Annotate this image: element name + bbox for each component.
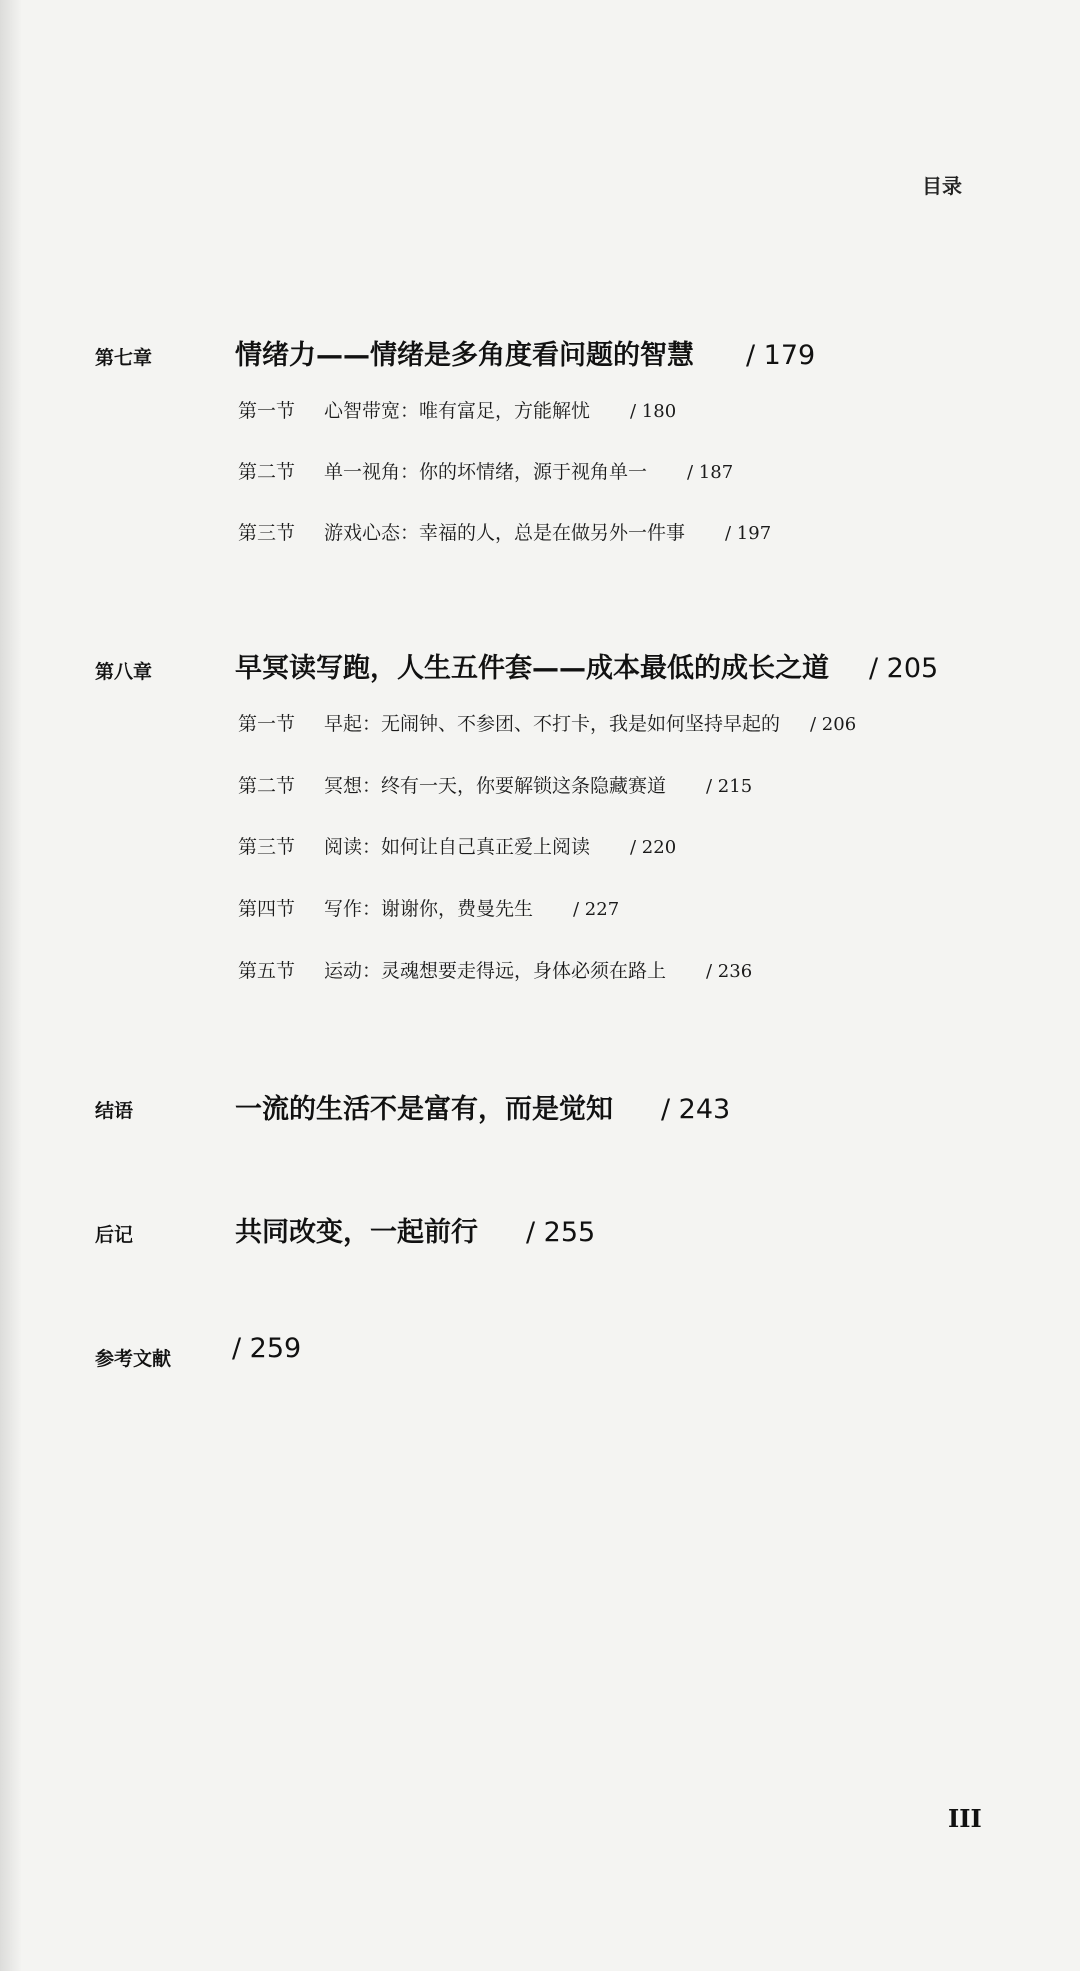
section-7-1-page: / 180 bbox=[630, 401, 677, 422]
afterword-title: 共同改变，一起前行 bbox=[235, 1217, 478, 1248]
section-8-2[interactable] bbox=[238, 771, 752, 798]
chapter-7-entry[interactable] bbox=[235, 333, 815, 372]
chapter-7-label: 第七章 bbox=[95, 347, 153, 369]
section-8-2-page: / 215 bbox=[706, 776, 753, 797]
section-7-2-page: / 187 bbox=[687, 462, 734, 483]
section-8-5[interactable] bbox=[238, 956, 752, 983]
section-8-3-title: 阅读：如何让自己真正爱上阅读 bbox=[324, 836, 591, 858]
section-8-1-label: 第一节 bbox=[238, 713, 296, 735]
section-8-1-title: 早起：无闹钟、不参团、不打卡，我是如何坚持早起的 bbox=[324, 713, 781, 735]
running-head: 目录 bbox=[922, 174, 962, 198]
section-8-3[interactable] bbox=[238, 832, 676, 859]
chapter-7-page: / 179 bbox=[746, 340, 816, 371]
section-8-3-label: 第三节 bbox=[238, 836, 296, 858]
section-8-2-label: 第二节 bbox=[238, 775, 296, 797]
section-8-4[interactable] bbox=[238, 894, 619, 921]
chapter-8-entry[interactable] bbox=[235, 646, 938, 685]
section-7-3-label: 第三节 bbox=[238, 522, 296, 544]
section-8-2-title: 冥想：终有一天，你要解锁这条隐藏赛道 bbox=[324, 775, 667, 797]
conclusion-entry[interactable] bbox=[235, 1087, 730, 1126]
conclusion-page: / 243 bbox=[661, 1094, 731, 1125]
conclusion-label: 结语 bbox=[95, 1100, 134, 1122]
afterword-page: / 255 bbox=[526, 1217, 596, 1248]
section-7-1-label: 第一节 bbox=[238, 400, 296, 422]
section-7-2-title: 单一视角：你的坏情绪，源于视角单一 bbox=[324, 461, 648, 483]
section-8-3-page: / 220 bbox=[630, 837, 677, 858]
section-7-2-label: 第二节 bbox=[238, 461, 296, 483]
references-label: 参考文献 bbox=[95, 1348, 172, 1370]
section-7-3-page: / 197 bbox=[725, 523, 772, 544]
section-7-1[interactable] bbox=[238, 396, 676, 423]
afterword-label: 后记 bbox=[95, 1224, 134, 1246]
conclusion-title: 一流的生活不是富有，而是觉知 bbox=[235, 1094, 613, 1125]
chapter-8-label: 第八章 bbox=[95, 661, 153, 683]
references-page[interactable]: / 259 bbox=[232, 1333, 302, 1364]
section-8-4-title: 写作：谢谢你，费曼先生 bbox=[324, 898, 534, 920]
section-8-5-title: 运动：灵魂想要走得远，身体必须在路上 bbox=[324, 960, 667, 982]
section-8-1-page: / 206 bbox=[810, 714, 857, 735]
section-8-5-label: 第五节 bbox=[238, 960, 296, 982]
section-7-1-title: 心智带宽：唯有富足，方能解忧 bbox=[324, 400, 591, 422]
section-8-5-page: / 236 bbox=[706, 961, 753, 982]
section-7-3[interactable] bbox=[238, 518, 771, 545]
chapter-8-page: / 205 bbox=[869, 653, 939, 684]
chapter-8-title: 早冥读写跑，人生五件套——成本最低的成长之道 bbox=[235, 653, 829, 684]
section-7-2[interactable] bbox=[238, 457, 733, 484]
section-8-1[interactable] bbox=[238, 709, 856, 736]
afterword-entry[interactable] bbox=[235, 1210, 595, 1249]
section-7-3-title: 游戏心态：幸福的人，总是在做另外一件事 bbox=[324, 522, 686, 544]
page-number: III bbox=[948, 1804, 982, 1833]
section-8-4-page: / 227 bbox=[573, 899, 620, 920]
chapter-7-title: 情绪力——情绪是多角度看问题的智慧 bbox=[235, 340, 694, 371]
section-8-4-label: 第四节 bbox=[238, 898, 296, 920]
spine-shadow bbox=[0, 0, 22, 1971]
